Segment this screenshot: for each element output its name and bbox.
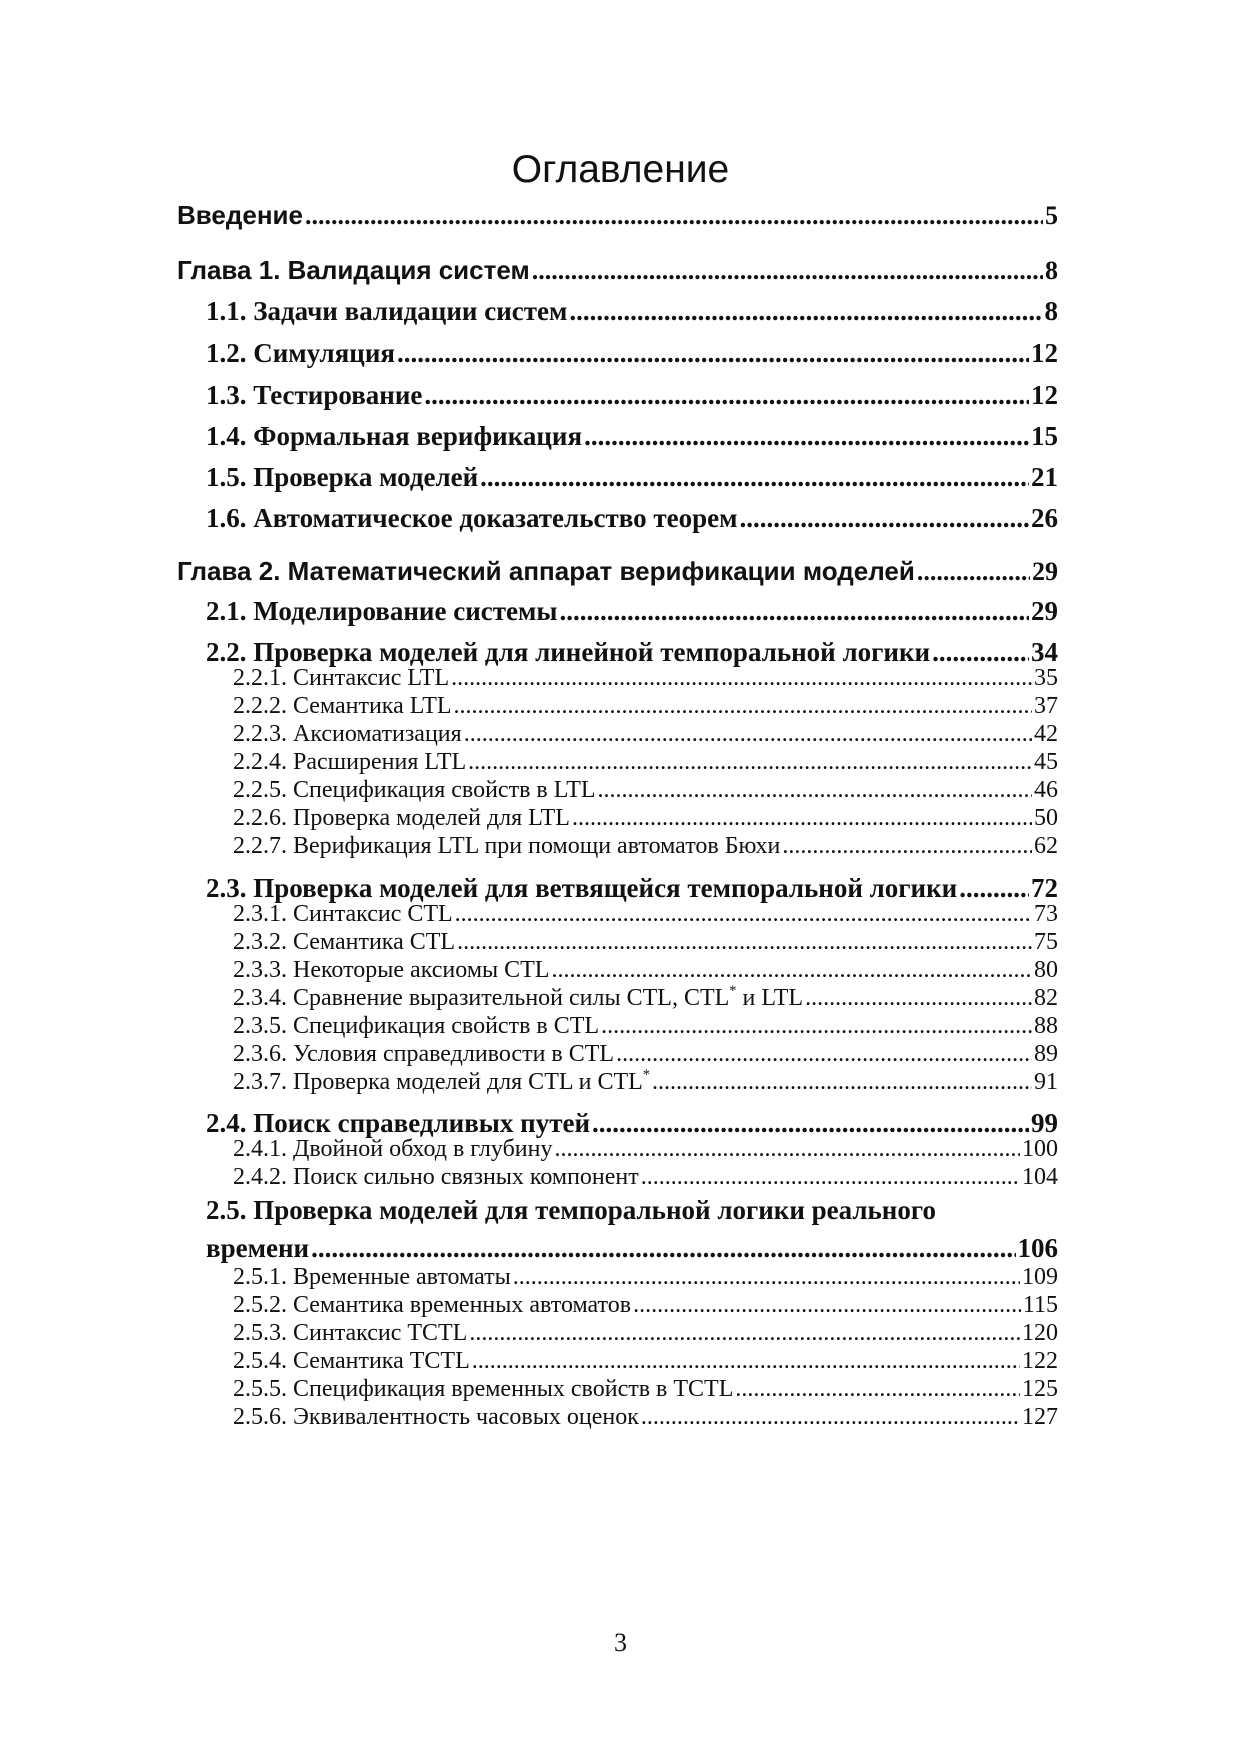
toc-entry-page: 80 bbox=[1034, 957, 1058, 983]
toc-entry-page: 35 bbox=[1034, 665, 1058, 691]
toc-entry-label: 2.2.5. Спецификация свойств в LTL bbox=[233, 777, 596, 803]
toc-entry-label: 2.2.2. Семантика LTL bbox=[233, 693, 452, 719]
toc-entry-label: 2.3.5. Спецификация свойств в CTL bbox=[233, 1013, 600, 1039]
toc-entry-label: 1.4. Формальная верификация bbox=[206, 421, 583, 451]
toc-entry-sub[interactable] bbox=[233, 749, 1058, 776]
dot-leader bbox=[551, 957, 1032, 984]
toc-entry-section[interactable] bbox=[206, 1108, 1058, 1139]
toc-entry-sub[interactable] bbox=[233, 1066, 1058, 1096]
toc-entry-sub[interactable] bbox=[233, 721, 1058, 748]
dot-leader bbox=[305, 201, 1043, 231]
toc-entry-label: Глава 1. Валидация систем bbox=[177, 255, 530, 285]
toc-entry-page: 29 bbox=[1031, 596, 1058, 626]
toc-entry-page: 34 bbox=[1031, 637, 1058, 667]
toc-entry-sub[interactable] bbox=[233, 1376, 1058, 1403]
toc-entry-page: 82 bbox=[1034, 985, 1058, 1011]
toc-entry-page: 72 bbox=[1031, 873, 1058, 903]
toc-entry-page: 89 bbox=[1034, 1041, 1058, 1067]
toc-entry-label: 2.3.3. Некоторые аксиомы CTL bbox=[233, 957, 550, 983]
toc-entry-label: 1.6. Автоматическое доказательство теорем bbox=[206, 503, 738, 533]
toc-entry-page: 99 bbox=[1031, 1108, 1058, 1138]
toc-entry-sub[interactable] bbox=[233, 1013, 1058, 1040]
toc-entry-section[interactable] bbox=[206, 462, 1058, 493]
toc-entry-page: 12 bbox=[1031, 380, 1058, 410]
toc-entry-page: 42 bbox=[1034, 721, 1058, 747]
toc-entry-page: 91 bbox=[1034, 1069, 1058, 1095]
toc-entry-page: 8 bbox=[1044, 296, 1058, 326]
toc-entry-sub[interactable] bbox=[233, 693, 1058, 720]
toc-entry-label: 1.5. Проверка моделей bbox=[206, 462, 479, 492]
toc-entry-sub[interactable] bbox=[233, 1404, 1058, 1431]
dot-leader bbox=[959, 873, 1029, 904]
toc-entry-section[interactable] bbox=[206, 596, 1058, 627]
toc-entry-page: 125 bbox=[1022, 1376, 1058, 1402]
toc-entry-section[interactable] bbox=[206, 1233, 1058, 1264]
dot-leader bbox=[480, 462, 1029, 493]
toc-entry-section[interactable] bbox=[206, 421, 1058, 452]
dot-leader bbox=[397, 338, 1029, 369]
dot-leader bbox=[592, 1108, 1029, 1139]
toc-entry-sub[interactable] bbox=[233, 1264, 1058, 1291]
toc-entry-label: Глава 2. Математический аппарат верификации моделей bbox=[177, 556, 915, 586]
toc-entry-label: 2.4.2. Поиск сильно связных компонент bbox=[233, 1164, 639, 1190]
dot-leader bbox=[513, 1264, 1020, 1291]
toc-entry-page: 50 bbox=[1034, 805, 1058, 831]
toc-entry-label: 2.3.1. Синтаксис CTL bbox=[233, 901, 453, 927]
dot-leader bbox=[451, 665, 1032, 692]
dot-leader bbox=[469, 1320, 1020, 1347]
toc-entry-sub[interactable] bbox=[233, 1348, 1058, 1375]
toc-entry-page: 88 bbox=[1034, 1013, 1058, 1039]
toc-entry-sub[interactable] bbox=[233, 1164, 1058, 1191]
dot-leader bbox=[641, 1164, 1020, 1191]
toc-entry-chapter[interactable] bbox=[177, 255, 1058, 286]
dot-leader bbox=[740, 503, 1030, 534]
toc-entry-page: 120 bbox=[1022, 1320, 1058, 1346]
toc-entry-section[interactable] bbox=[206, 380, 1058, 411]
toc-entry-label-line1: 2.5. Проверка моделей для темпоральной логики реального bbox=[206, 1195, 936, 1225]
toc-entry-chapter[interactable] bbox=[177, 556, 1058, 587]
toc-entry-section[interactable] bbox=[206, 503, 1058, 534]
dot-leader bbox=[311, 1233, 1015, 1264]
toc-entry-page: 29 bbox=[1032, 557, 1058, 586]
toc-entry-label: 2.3.4. Сравнение выразительной силы CTL, CTL* и LTL bbox=[233, 982, 804, 1011]
toc-entry-page: 5 bbox=[1045, 201, 1058, 230]
toc-entry-section[interactable] bbox=[206, 873, 1058, 904]
toc-entry-sub[interactable] bbox=[233, 777, 1058, 804]
toc-entry-chapter[interactable] bbox=[177, 200, 1058, 231]
toc-entry-page: 104 bbox=[1022, 1164, 1058, 1190]
dot-leader bbox=[559, 596, 1029, 627]
toc-entry-sub[interactable] bbox=[233, 982, 1058, 1012]
page-title: Оглавление bbox=[511, 148, 730, 191]
toc-entry-section[interactable] bbox=[206, 338, 1058, 369]
toc-entry-page: 106 bbox=[1017, 1233, 1058, 1263]
toc-entry-label: 2.2.3. Аксиоматизация bbox=[233, 721, 462, 747]
toc-entry-label: 2.2.7. Верификация LTL при помощи автоматов Бюхи bbox=[233, 833, 781, 859]
toc-entry-label: 2.5.2. Семантика временных автоматов bbox=[233, 1292, 632, 1318]
dot-leader bbox=[555, 1136, 1021, 1163]
toc-entry-page: 15 bbox=[1031, 421, 1058, 451]
toc-entry-page: 115 bbox=[1022, 1292, 1058, 1318]
toc-entry-label: 2.5.4. Семантика TCTL bbox=[233, 1348, 470, 1374]
toc-entry-label: 2.3. Проверка моделей для ветвящейся темпоральной логики bbox=[206, 873, 958, 903]
toc-entry-label: 2.5.3. Синтаксис TCTL bbox=[233, 1320, 468, 1346]
dot-leader bbox=[601, 1013, 1032, 1040]
toc-entry-page: 21 bbox=[1031, 462, 1058, 492]
page-number: 3 bbox=[614, 1628, 627, 1657]
dot-leader bbox=[468, 749, 1032, 776]
toc-entry-sub[interactable] bbox=[233, 1292, 1058, 1319]
dot-leader bbox=[641, 1404, 1020, 1431]
toc-entry-sub[interactable] bbox=[233, 929, 1058, 956]
toc-entry-page: 73 bbox=[1034, 901, 1058, 927]
dot-leader bbox=[464, 721, 1032, 748]
toc-entry-sub[interactable] bbox=[233, 957, 1058, 984]
toc-entry-page: 8 bbox=[1045, 256, 1058, 285]
toc-entry-page: 37 bbox=[1034, 693, 1058, 719]
toc-entry-sub[interactable] bbox=[233, 833, 1058, 860]
dot-leader bbox=[917, 557, 1030, 587]
toc-entry-label: 2.2.4. Расширения LTL bbox=[233, 749, 467, 775]
toc-entry-page: 109 bbox=[1022, 1264, 1058, 1290]
dot-leader bbox=[598, 777, 1032, 804]
dot-leader bbox=[472, 1348, 1020, 1375]
toc-entry-page: 62 bbox=[1034, 833, 1058, 859]
toc-entry-label: времени bbox=[206, 1233, 310, 1263]
dot-leader bbox=[735, 1376, 1020, 1403]
toc-entry-page: 26 bbox=[1031, 503, 1058, 533]
toc-entry-section[interactable] bbox=[206, 637, 1058, 668]
toc-entry-label: 2.2.1. Синтаксис LTL bbox=[233, 665, 450, 691]
toc-entry-label: 2.5.1. Временные автоматы bbox=[233, 1264, 511, 1290]
toc-entry-sub[interactable] bbox=[233, 1320, 1058, 1347]
toc-entry-label: 1.1. Задачи валидации систем bbox=[206, 296, 568, 326]
toc-entry-label: 2.3.6. Условия справедливости в CTL bbox=[233, 1041, 615, 1067]
dot-leader bbox=[532, 256, 1043, 286]
dot-leader bbox=[932, 637, 1029, 668]
toc-entry-label: 2.1. Моделирование системы bbox=[206, 596, 558, 626]
toc-entry-label: 2.4.1. Двойной обход в глубину bbox=[233, 1136, 553, 1162]
toc-entry-label: 1.2. Симуляция bbox=[206, 338, 395, 368]
toc-entry-sub[interactable] bbox=[233, 805, 1058, 832]
superscript-star: * bbox=[642, 1066, 650, 1083]
toc-entry-label: 2.5.5. Спецификация временных свойств в TCTL bbox=[233, 1376, 734, 1402]
dot-leader bbox=[805, 985, 1032, 1012]
toc-entry-sub[interactable] bbox=[233, 1136, 1058, 1163]
toc-entry-label: 2.4. Поиск справедливых путей bbox=[206, 1108, 590, 1138]
toc-entry-label: 2.2.6. Проверка моделей для LTL bbox=[233, 805, 570, 831]
dot-leader bbox=[457, 929, 1032, 956]
toc-entry-page: 100 bbox=[1022, 1136, 1058, 1162]
dot-leader bbox=[424, 380, 1029, 411]
toc-entry-label: Введение bbox=[177, 200, 303, 230]
dot-leader bbox=[633, 1292, 1021, 1319]
toc-entry-page: 127 bbox=[1022, 1404, 1058, 1430]
toc-entry-page: 75 bbox=[1034, 929, 1058, 955]
dot-leader bbox=[572, 805, 1032, 832]
toc-entry-sub[interactable] bbox=[233, 1041, 1058, 1068]
toc-entry-label: 1.3. Тестирование bbox=[206, 380, 423, 410]
toc-entry-label: 2.3.7. Проверка моделей для CTL и CTL* bbox=[233, 1066, 650, 1095]
toc-entry-section[interactable] bbox=[206, 296, 1058, 327]
dot-leader bbox=[652, 1069, 1032, 1096]
dot-leader bbox=[455, 901, 1032, 928]
dot-leader bbox=[569, 296, 1042, 327]
toc-entry-label: 2.5.6. Эквивалентность часовых оценок bbox=[233, 1404, 639, 1430]
dot-leader bbox=[782, 833, 1032, 860]
toc-entry-sub[interactable] bbox=[233, 665, 1058, 692]
toc-entry-page: 45 bbox=[1034, 749, 1058, 775]
dot-leader bbox=[616, 1041, 1032, 1068]
toc-entry-page: 46 bbox=[1034, 777, 1058, 803]
dot-leader bbox=[584, 421, 1029, 452]
dot-leader bbox=[454, 693, 1032, 720]
toc-entry-sub[interactable] bbox=[233, 901, 1058, 928]
toc-entry-label: 2.3.2. Семантика CTL bbox=[233, 929, 456, 955]
toc-entry-page: 12 bbox=[1031, 338, 1058, 368]
superscript-star: * bbox=[729, 982, 737, 999]
toc-entry-page: 122 bbox=[1022, 1348, 1058, 1374]
toc-entry-label: 2.2. Проверка моделей для линейной темпоральной логики bbox=[206, 637, 931, 667]
